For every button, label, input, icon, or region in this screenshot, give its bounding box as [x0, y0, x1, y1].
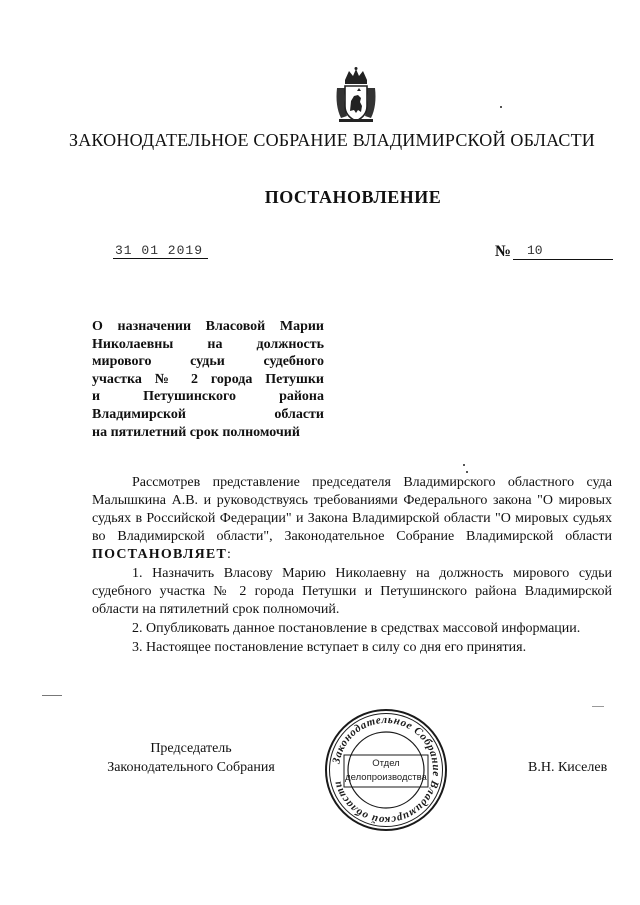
- date-field: [113, 243, 208, 259]
- signatory-role: [100, 739, 282, 777]
- margin-dash: [592, 706, 604, 707]
- subject-block: [92, 318, 324, 441]
- stamp-center-line: делопроизводства: [345, 772, 427, 783]
- document-number: 10: [527, 243, 543, 258]
- speck: [500, 106, 502, 108]
- subject-line: мирового судьи судебного: [92, 354, 324, 370]
- document-date: 31 01 2019: [115, 243, 204, 258]
- stamp-ring-text: Законодательное Собрание Владимирской области: [330, 713, 443, 827]
- intro-text: Рассмотрев представление председателя Владимирского областного суда Малышкина А.В. и руководствуясь требованиями Федерального закона "О мировых судьях в Российской Федерации" и Закона Владимирской области "О мировых судьях во Владимирской области", Законодательное Собрание Владимирской области: [92, 475, 612, 544]
- margin-mark: [42, 695, 62, 696]
- speck: [463, 464, 465, 466]
- subject-line: Николаевны на должность: [92, 336, 324, 352]
- role-line: Законодательного Собрания: [107, 760, 275, 775]
- role-line: Председатель: [150, 741, 232, 756]
- stamp-center-line: Отдел: [372, 758, 400, 769]
- signatory-name: В.Н. Киселев: [528, 760, 608, 775]
- clause-1: 1. Назначить Власову Марию Николаевну на должность мирового судьи судебного участка № 2 города Петушки и Петушинского района Владимирской области на пятилетний срок полномочий.: [92, 566, 612, 617]
- speck: [466, 471, 468, 473]
- decree-word: ПОСТАНОВЛЯЕТ: [92, 547, 228, 562]
- number-sign: №: [495, 243, 512, 260]
- document-type-heading: ПОСТАНОВЛЕНИЕ: [264, 187, 442, 207]
- clause-2: 2. Опубликовать данное постановление в средствах массовой информации.: [132, 621, 581, 636]
- document-body: [92, 474, 612, 657]
- decree-colon: :: [227, 547, 231, 562]
- number-field: [513, 245, 613, 260]
- coat-of-arms-icon: [333, 66, 379, 124]
- subject-line: участка № 2 города Петушки: [92, 371, 324, 387]
- subject-line: на пятилетний срок полномочий: [92, 424, 300, 440]
- stamp-center: [340, 757, 432, 785]
- intro-paragraph: [92, 474, 612, 564]
- subject-line: Владимирской области: [92, 406, 324, 422]
- subject-line: и Петушинского района: [92, 389, 324, 405]
- subject-line: О назначении Власовой Марии: [92, 319, 324, 334]
- official-stamp: [324, 708, 448, 832]
- clause-3: 3. Настоящее постановление вступает в силу со дня его принятия.: [132, 640, 527, 655]
- organization-title: ЗАКОНОДАТЕЛЬНОЕ СОБРАНИЕ ВЛАДИМИРСКОЙ ОБЛАСТИ: [69, 130, 595, 150]
